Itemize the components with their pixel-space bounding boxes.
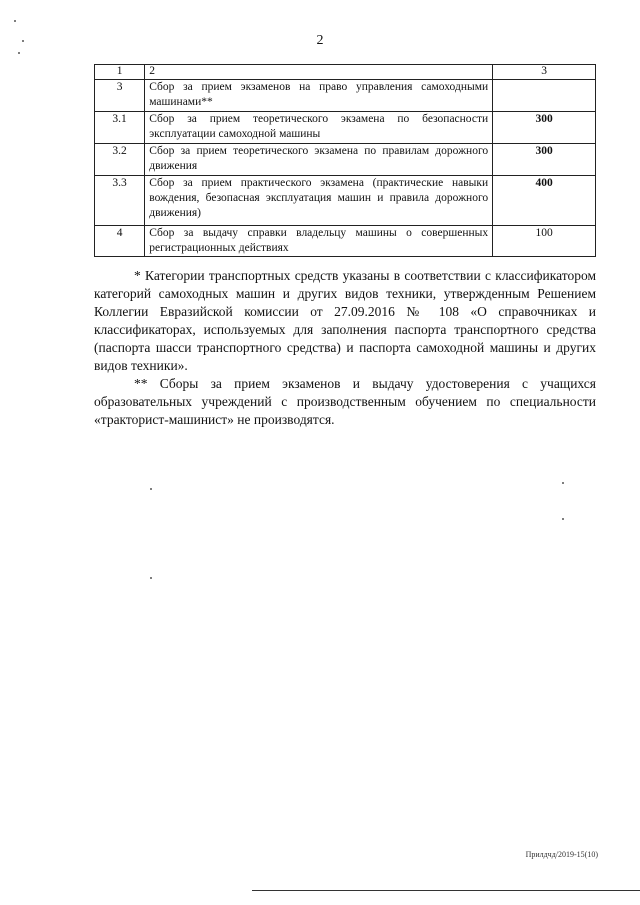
- fees-table: [94, 64, 596, 257]
- footnotes: [94, 267, 596, 429]
- column-header-amount: 3: [493, 65, 596, 80]
- table-row: [95, 176, 596, 226]
- row-amount: 100: [493, 226, 596, 257]
- page-number: 2: [316, 33, 324, 48]
- document-footer-code: Прилдчд/2019-15(10): [525, 850, 598, 859]
- row-amount: [493, 80, 596, 112]
- scan-speck: [150, 577, 152, 579]
- table-row: [95, 226, 596, 257]
- row-description: Сбор за прием практического экзамена (практические навыки вождения, безопасная эксплуатация машин и правила дорожного движения): [145, 176, 493, 226]
- row-description: Сбор за прием экзаменов на право управления самоходными машинами**: [145, 80, 493, 112]
- scan-speck: [562, 482, 564, 484]
- scan-speck: [18, 52, 20, 54]
- row-number: 3.2: [95, 144, 145, 176]
- row-description: Сбор за прием теоретического экзамена по безопасности эксплуатации самоходной машины: [145, 112, 493, 144]
- table-row: [95, 144, 596, 176]
- column-header-number: 1: [95, 65, 145, 80]
- bottom-rule: [252, 890, 640, 891]
- row-amount: 300: [493, 112, 596, 144]
- footnote-exemption: ** Сборы за прием экзаменов и выдачу удостоверения с учащихся образовательных учреждений с производственным обучением по специальности «тракторист-машинист» не производятся.: [94, 376, 596, 427]
- row-amount: 300: [493, 144, 596, 176]
- column-header-description: 2: [145, 65, 493, 80]
- scan-speck: [150, 488, 152, 490]
- table-row: [95, 80, 596, 112]
- scan-speck: [22, 40, 24, 42]
- row-number: 3.1: [95, 112, 145, 144]
- scan-speck: [562, 518, 564, 520]
- row-description: Сбор за прием теоретического экзамена по правилам дорожного движения: [145, 144, 493, 176]
- row-description: Сбор за выдачу справки владельцу машины о совершенных регистрационных действиях: [145, 226, 493, 257]
- scan-speck: [14, 20, 16, 22]
- table-row: [95, 112, 596, 144]
- row-number: 3: [95, 80, 145, 112]
- row-number: 3.3: [95, 176, 145, 226]
- row-amount: 400: [493, 176, 596, 226]
- row-number: 4: [95, 226, 145, 257]
- table-header-row: [95, 65, 596, 80]
- footnote-categories: * Категории транспортных средств указаны в соответствии с классификатором категорий самоходных машин и других видов техники, утвержденным Решением Коллегии Евразийской комиссии от 27.09.2016 № 108 «О справочниках и классификаторах, используемых для заполнения паспорта транспортного средства (паспорта шасси транспортного средства) и паспорта самоходной машины и других видов техники».: [94, 268, 596, 373]
